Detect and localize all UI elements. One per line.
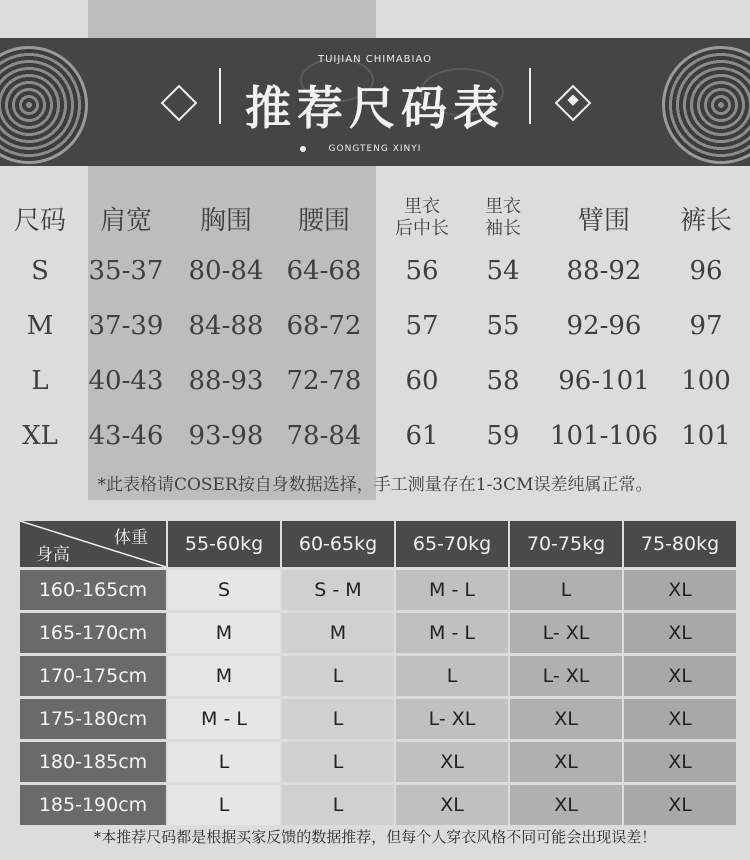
size-table-cell: 97 (689, 311, 723, 341)
size-recommendation-cell: S - M (282, 570, 394, 610)
height-header: 175-180cm (20, 699, 166, 739)
size-table-cell: 78-84 (286, 421, 362, 451)
size-recommendation-cell: XL (624, 656, 736, 696)
size-table-header: 胸围 (199, 206, 252, 236)
banner-subtitle-top: TUIJIAN CHIMABIAO (317, 54, 433, 65)
divider (529, 68, 531, 124)
size-table-note: *此表格请COSER按自身数据选择，手工测量存在1-3CM误差纯属正常。 (97, 475, 653, 495)
size-table-cell: 43-46 (88, 421, 164, 451)
height-header: 165-170cm (20, 613, 166, 653)
size-table-cell: 55 (486, 311, 520, 341)
size-table-cell: 61 (405, 421, 439, 451)
height-header: 160-165cm (20, 570, 166, 610)
size-table-cell: 64-68 (286, 256, 362, 286)
size-recommendation-cell: L (396, 656, 508, 696)
size-recommendation-cell: S (168, 570, 280, 610)
size-table-cell: 68-72 (286, 311, 362, 341)
size-recommendation-cell: M (168, 613, 280, 653)
size-table-cell: 93-98 (188, 421, 264, 451)
size-recommendation-cell: L- XL (510, 613, 622, 653)
size-table-cell: 37-39 (88, 311, 164, 341)
size-table-cell: 56 (405, 256, 439, 286)
size-recommendation-cell: L (510, 570, 622, 610)
recommendation-note: *本推荐尺码都是根据买家反馈的数据推荐，但每个人穿衣风格不同可能会出现误差！ (93, 828, 657, 846)
weight-header: 70-75kg (510, 521, 622, 567)
size-table-cell: 54 (486, 256, 520, 286)
size-table-cell: M (26, 311, 54, 341)
size-table-header: 肩宽 (99, 206, 152, 236)
size-table-cell: 72-78 (286, 366, 362, 396)
weight-header: 55-60kg (168, 521, 280, 567)
size-recommendation-cell: XL (396, 742, 508, 782)
size-table-cell: 40-43 (88, 366, 164, 396)
size-recommendation-cell: L- XL (510, 656, 622, 696)
size-recommendation-cell: L (168, 742, 280, 782)
size-table-header: 臂围 (577, 206, 630, 236)
size-recommendation-cell: XL (510, 742, 622, 782)
size-table-cell: S (31, 256, 49, 286)
size-recommendation-cell: XL (510, 785, 622, 825)
size-table-cell: 57 (405, 311, 439, 341)
size-recommendation-cell: XL (624, 699, 736, 739)
height-header: 185-190cm (20, 785, 166, 825)
size-recommendation-cell: L (282, 742, 394, 782)
size-table-cell: L (31, 366, 49, 396)
size-table-header: 里衣 后中长 (395, 196, 449, 239)
size-table-cell: 80-84 (188, 256, 264, 286)
weight-header: 75-80kg (624, 521, 736, 567)
weight-height-table (20, 521, 736, 825)
corner-height-label: 身高 (36, 545, 70, 565)
size-recommendation-cell: L (282, 699, 394, 739)
size-table-cell: 96 (689, 256, 723, 286)
size-recommendation-cell: XL (624, 785, 736, 825)
size-table-cell: 58 (486, 366, 520, 396)
size-table-header: 里衣 袖长 (485, 196, 521, 239)
height-header: 170-175cm (20, 656, 166, 696)
size-table-header: 裤长 (679, 206, 732, 236)
size-recommendation-cell: XL (624, 613, 736, 653)
size-table-cell: 88-93 (188, 366, 264, 396)
weight-header: 65-70kg (396, 521, 508, 567)
page-title: 推荐尺码表 (245, 81, 505, 135)
size-table-header: 尺码 (13, 206, 66, 236)
table-corner-header (20, 521, 166, 567)
size-recommendation-cell: XL (396, 785, 508, 825)
height-header: 180-185cm (20, 742, 166, 782)
size-recommendation-cell: M (168, 656, 280, 696)
size-recommendation-cell: XL (510, 699, 622, 739)
size-recommendation-cell: L (282, 785, 394, 825)
banner-subtitle-bottom: GONGTENG XINYI (328, 144, 422, 154)
size-table-cell: 101 (681, 421, 731, 451)
size-table-cell: 59 (486, 421, 520, 451)
size-table-cell: 100 (681, 366, 731, 396)
size-recommendation-cell: XL (624, 570, 736, 610)
size-recommendation-cell: L (282, 656, 394, 696)
size-table-cell: 60 (405, 366, 439, 396)
size-table-header: 腰围 (297, 206, 350, 236)
size-table-cell: 35-37 (88, 256, 164, 286)
size-table-cell: 84-88 (188, 311, 264, 341)
size-table-cell: 101-106 (549, 421, 659, 451)
size-table-cell: 88-92 (566, 256, 642, 286)
weight-header: 60-65kg (282, 521, 394, 567)
size-recommendation-cell: M - L (168, 699, 280, 739)
size-recommendation-cell: XL (624, 742, 736, 782)
size-recommendation-cell: L (168, 785, 280, 825)
size-recommendation-cell: L- XL (396, 699, 508, 739)
corner-weight-label: 体重 (114, 528, 148, 548)
size-table-cell: 92-96 (566, 311, 642, 341)
size-recommendation-cell: M (282, 613, 394, 653)
size-table-cell: XL (22, 421, 58, 451)
size-table-cell: 96-101 (558, 366, 650, 396)
size-recommendation-cell: M - L (396, 613, 508, 653)
size-recommendation-cell: M - L (396, 570, 508, 610)
